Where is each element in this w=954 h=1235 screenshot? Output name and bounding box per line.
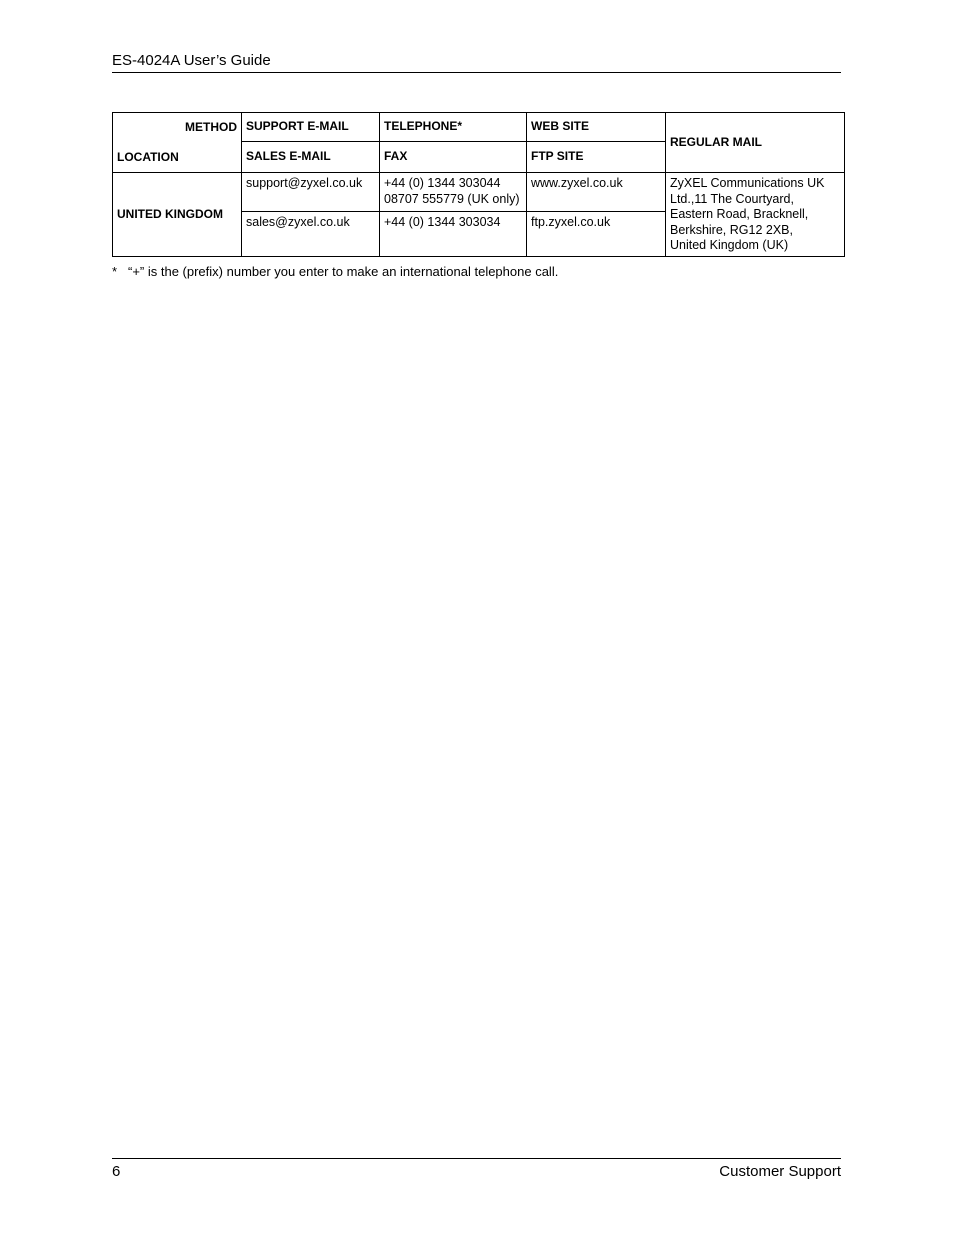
header-ftp-site: FTP SITE [527, 142, 666, 173]
method-label: METHOD [185, 120, 237, 134]
fax-cell: +44 (0) 1344 303034 [380, 212, 527, 257]
telephone-line-1: +44 (0) 1344 303044 [384, 176, 501, 190]
telephone-footnote [112, 264, 558, 280]
sales-email-cell: sales@zyxel.co.uk [242, 212, 380, 257]
location-cell: UNITED KINGDOM [113, 173, 242, 257]
mail-line-5: United Kingdom (UK) [670, 238, 789, 252]
header-sales-email: SALES E-MAIL [242, 142, 380, 173]
footnote-marker: * [112, 264, 118, 279]
ftp-site-cell: ftp.zyxel.co.uk [527, 212, 666, 257]
mail-line-3: Eastern Road, Bracknell, [670, 207, 809, 221]
web-site-cell: www.zyxel.co.uk [527, 173, 666, 212]
page-header [112, 52, 841, 73]
page-footer [112, 1158, 841, 1183]
mail-line-4: Berkshire, RG12 2XB, [670, 222, 793, 237]
regular-mail-cell [666, 173, 845, 257]
mail-line-1: ZyXEL Communications UK [670, 176, 825, 190]
telephone-line-2: 08707 555779 (UK only) [384, 191, 520, 206]
footnote-text: “+” is the (prefix) number you enter to make an international telephone call. [128, 264, 559, 279]
method-location-corner [113, 113, 242, 173]
header-support-email: SUPPORT E-MAIL [242, 113, 380, 142]
header-telephone: TELEPHONE* [380, 113, 527, 142]
customer-support-table [112, 112, 845, 257]
header-web-site: WEB SITE [527, 113, 666, 142]
table-row [113, 173, 845, 212]
telephone-cell [380, 173, 527, 212]
table-header-row-top [113, 113, 845, 142]
header-regular-mail: REGULAR MAIL [666, 113, 845, 173]
mail-line-2: Ltd.,11 The Courtyard, [670, 191, 794, 206]
page-number: 6 [112, 1163, 121, 1180]
location-label: LOCATION [117, 150, 179, 164]
document-title: ES-4024A User’s Guide [112, 52, 271, 69]
header-fax: FAX [380, 142, 527, 173]
support-email-cell: support@zyxel.co.uk [242, 173, 380, 212]
section-title: Customer Support [719, 1163, 841, 1180]
